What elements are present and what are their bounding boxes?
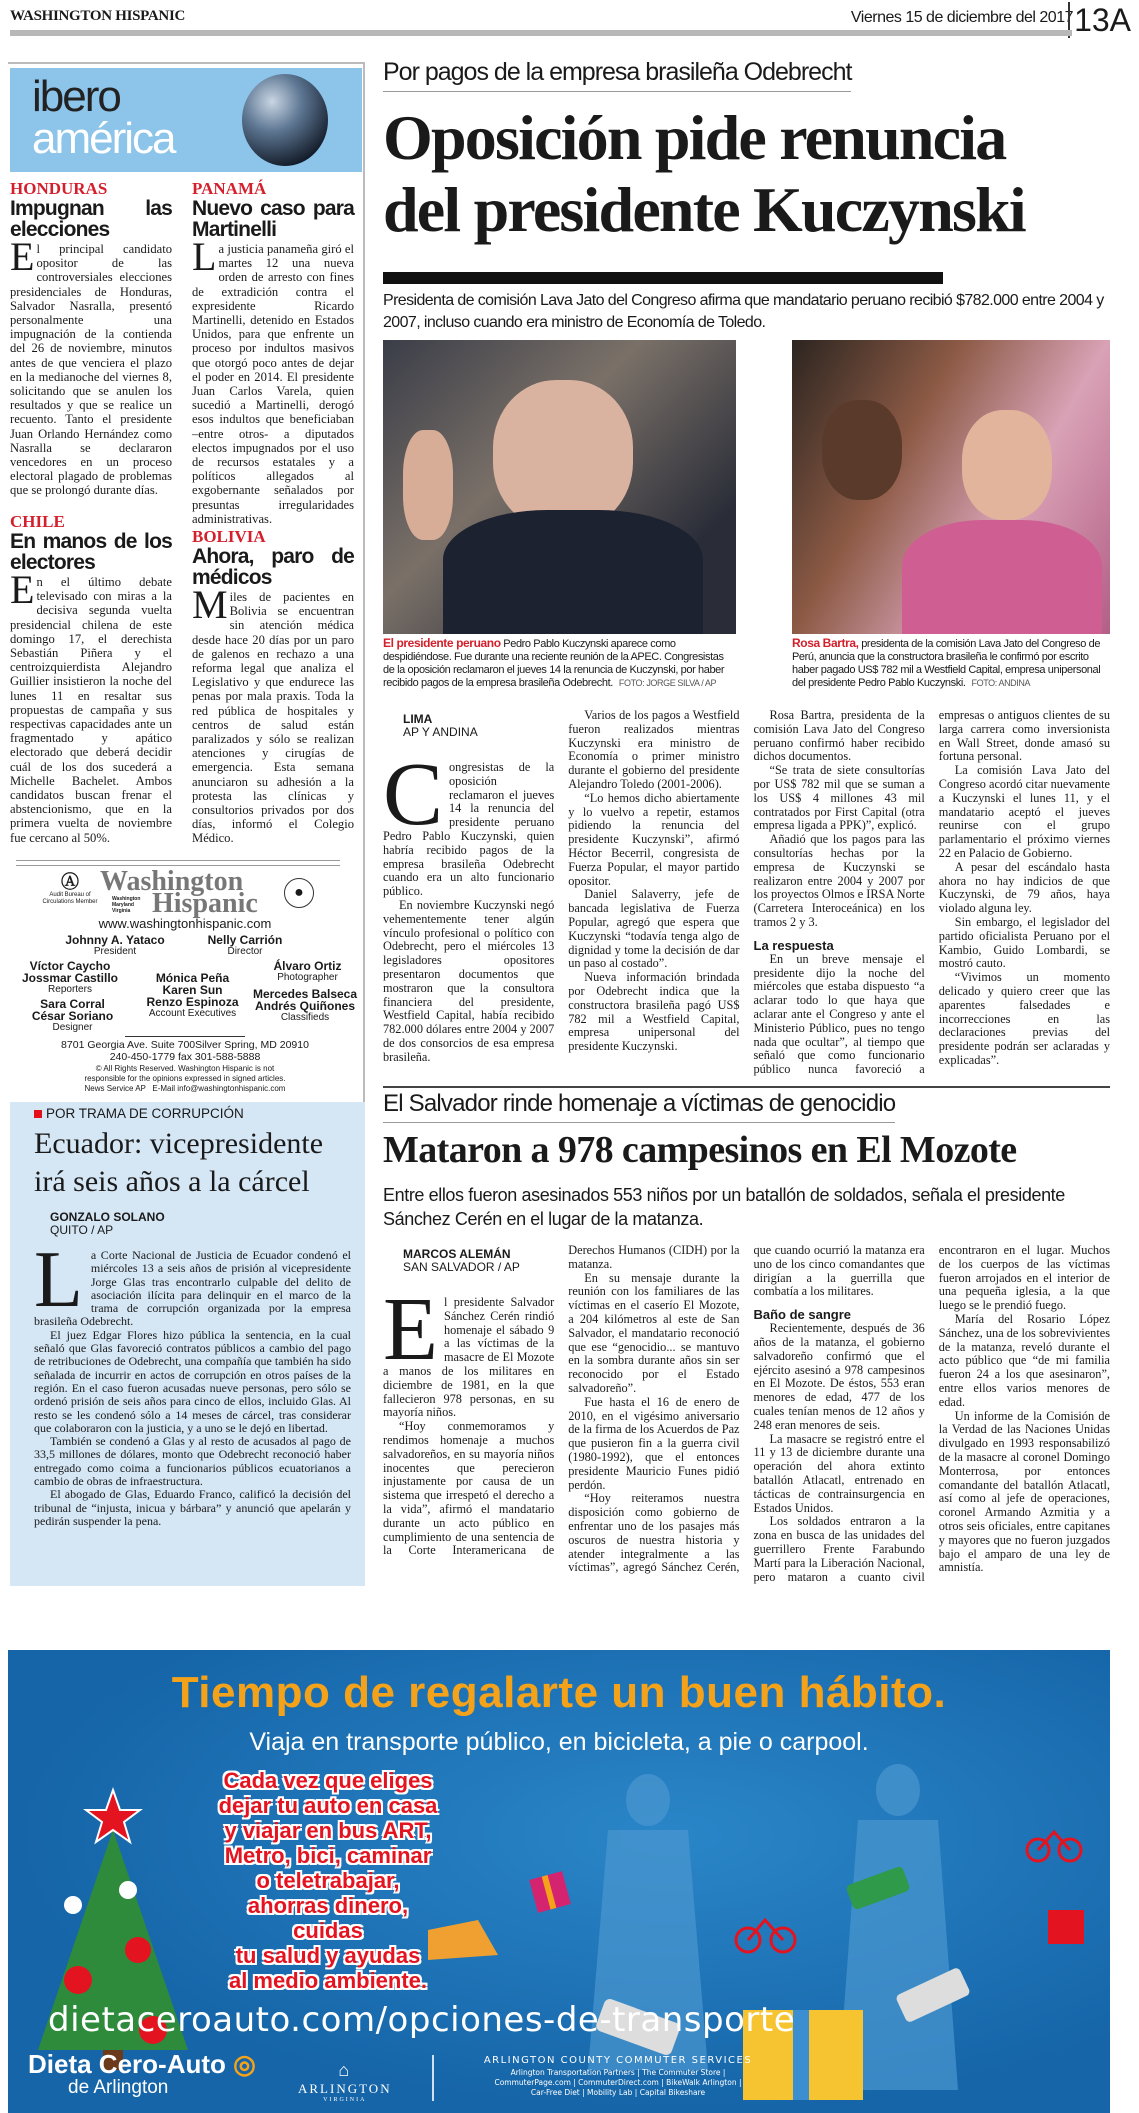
article-body: [34, 1236, 351, 1528]
headline-bar: [383, 272, 943, 284]
paragraph: En noviembre Kuczynski negó vehementemente tener algún vínculo profesional o político con Odebrecht, pero el miércoles 13 legisladores opositores presentaron documentos que mostraron que la consultora financiera del presidente, Westfield Capital, había recibido 782.000 dólares entre 2004 y 2007 de dos consorcios de esa empresa brasileña.: [383, 897, 555, 1064]
staff-role: Reporters: [48, 984, 92, 995]
paragraph: Recientemente, después de 36 años de la matanza, el gobierno salvadoreño confirmó que el ejército asesinó a 978 campesinos en El Mozote. De éstos, 553 eran menores de edad, 477 de los cuales tenían menos de 12 años y 248 eran menores de seis.: [753, 1321, 925, 1432]
brief-text: Miles de pacientes en Bolivia se encuentran sin atención médica desde hace 20 días por un paro de galenos en rechazo a una reforma legal que analiza el Legislativo y que endurece las penas por mala praxis. Toda la red pública de hospitales y centros de salud están paralizados y sólo se realizan atenciones y cirugías de emergencia. Esta semana anunciaron su adhesión a la protesta las clínicas y consultorios privados por dos días, informó el Colegio Médico.: [192, 582, 354, 846]
masthead-logo-washington: Washington: [100, 866, 244, 897]
staff-name: Mercedes Balseca: [252, 987, 358, 1001]
ad-url-link[interactable]: dietaceroauto.com/opciones-de-transporte: [48, 2000, 796, 2040]
staff-role: Account Executives: [148, 1008, 237, 1019]
paragraph: La masacre se registró entre el 11 y 13 de diciembre durante una operación del ahora extinto batallón Atlacatl, entrenado en tácticas de contrainsurgencia en Estados Unidos.: [753, 1431, 925, 1515]
services-line: Arlington Transportation Partners | The Commuter Store |: [510, 2068, 726, 2077]
brief-honduras: [10, 180, 172, 498]
article-kicker: Por pagos de la empresa brasileña Odebrecht: [383, 58, 851, 92]
arlington-sub: VIRGINIA: [323, 2097, 367, 2103]
paragraph: Congresistas de la oposición reclamaron el jueves 14 la renuncia del presidente peruano Pedro Pablo Kuczynski, quien habría recibido pagos de la empresa brasileña Odebrecht cuando era un alto funcionario público.: [383, 745, 555, 899]
staff-role: Director: [227, 946, 263, 957]
services-line: Car-Free Diet | Mobility Lab | Capital Bikeshare: [530, 2088, 706, 2097]
staff-role: Designer: [52, 1022, 93, 1033]
divider: [125, 1036, 245, 1037]
masthead-logo-hispanic: Hispanic: [152, 888, 258, 919]
paragraph: “Lo hemos dicho abiertamente y lo vuelvo a repetir, estamos pidiendo la renuncia del presidente Kuczynski”, afirmó Héctor Becerril, congresista de Fuerza Popular, el mayor partido opositor.: [568, 790, 740, 888]
article-body: [383, 709, 1110, 1077]
ad-illustrations: [8, 1650, 1110, 2113]
paragraph: “Se trata de siete consultorías por US$ 782 mil que se suman a los US$ 4 millones 43 mil contratados por First Capital (otra empresa ligada a PPK)”, explicó.: [753, 763, 925, 833]
ad-message-line: Metro, bici, caminar: [224, 1843, 432, 1868]
staff-list: [10, 934, 360, 1034]
article-headline: [383, 102, 1113, 246]
byline: [34, 1211, 351, 1237]
section-word1: ibero: [32, 72, 120, 121]
paragraph: Un informe de la Comisión de la Verdad de las Naciones Unidas divulgado en 1993 responsabilizó de la masacre al coronel Domingo Monterrosa, por entonces comandante del batallón Atlacatl, así como al jefe de operaciones, coronel Armando Azmitia y a otros seis oficiales, entre capitanes y mayores que no fueron juzgados bajo el amparo de una ley de amnistía.: [938, 1408, 1110, 1575]
ad-message-line: ahorras dinero,: [247, 1893, 409, 1918]
abc-icon: Ⓐ: [61, 872, 79, 892]
rings-icon: ◎: [233, 2049, 256, 2079]
staff-name: Nelly Carrión: [207, 933, 283, 947]
article-deck: Entre ellos fueron asesinados 553 niños por un batallón de soldados, señala el presidente Sánchez Cerén en el lugar de la matanza.: [383, 1185, 1065, 1229]
arlington-name: ARLINGTON: [298, 2081, 392, 2096]
staff-name: Jossmar Castillo: [21, 971, 119, 985]
abc-logo: [40, 872, 100, 906]
article-kicker: El Salvador rinde homenaje a víctimas de genocidio: [383, 1090, 895, 1123]
article-headline: Mataron a 978 campesinos en El Mozote: [383, 1129, 1017, 1171]
brief-text: En el último debate televisado con miras a la decisiva segunda vuelta presidencial chilena de este domingo 17, el derechista Sebastián Piñera y el centroizquierdista Alejandro Guillier insistieron la noche del lunes 11 en resaltar sus propuestas de campaña y sus respectivas capacidades ante un fragmentado y apático electorado que deberá decidir cuál de los dos sucederá a Michelle Bachelet. Ambos candidatos buscan frenar el abstencionismo, que en la primera vuelta de noviembre fue cercano al 50%.: [10, 567, 172, 845]
brief-category: CHILE: [10, 512, 65, 531]
staff-name: Mónica Peña: [155, 971, 230, 985]
paragraph: A pesar del escándalo hasta ahora no hay indicios de que Kuczynski, de 79 años, haya violado alguna ley.: [938, 859, 1110, 916]
red-square-icon: [34, 1110, 42, 1118]
staff-name: Johnny A. Yataco: [65, 933, 165, 947]
staff-role: Photographer: [277, 972, 338, 983]
publication-name: WASHINGTON HISPANIC: [10, 8, 186, 24]
caption-text: Pedro Pablo Kuczynski aparece como despidiéndose. Fue durante una reciente reunión de la APEC. Congresistas de la oposición reclamaron el jueves 14 la renuncia de Kuczynski, por haber recibido pagos de la empresa brasileña Odebrecht.: [383, 638, 725, 689]
arlington-building-icon: ⌂: [338, 2060, 352, 2080]
byline-location: AP Y ANDINA: [403, 725, 478, 739]
ad-subtitle: Viaja en transporte público, en bicicleta, a pie o carpool.: [249, 1728, 869, 1756]
paragraph: “Vivimos un momento delicado y quiero creer que las aparentes falsedades e incorrecciones en las declaraciones previas del presidente podrán ser aclaradas y explicadas”.: [938, 970, 1110, 1067]
services-title: ARLINGTON COUNTY COMMUTER SERVICES: [483, 2055, 753, 2066]
staff-name: César Soriano: [31, 1009, 114, 1023]
staff-role: Classifieds: [280, 1012, 330, 1023]
website: www.washingtonhispanic.com: [98, 916, 272, 931]
caption-text: presidenta de la comisión Lava Jato del Congreso de Perú, anuncia que la constructora brasileña le confirmó por escrito haber pagado US$ 782 mil a Westfield Capital, empresa unipersonal del presidente Pedro Pablo Kuczynski.: [792, 638, 1101, 689]
paragraph: Daniel Salaverry, jefe de bancada legislativa de Fuerza Popular, agregó que espera que Kuczynski “todavía tenga algo de dignidad y tome la decisión de dar un paso al costado”.: [568, 887, 740, 971]
staff-name: Karen Sun: [162, 983, 223, 997]
brief-panama: [192, 180, 354, 526]
kicker-text: POR TRAMA DE CORRUPCIÓN: [46, 1106, 244, 1121]
subhead: La respuesta: [753, 937, 834, 953]
services-line: CommuterPage.com | CommuterDirect.com | BikeWalk Arlington |: [494, 2078, 742, 2087]
paragraph: “Hoy reiteramos nuestra disposición como gobierno de enfrentar uno de los pasajes más oscuros de nuestra historia y atender integralmente a las víctimas”, agregó Sánchez Cerén, que cuando ocurrió la matanza era uno de los cinco comandantes que dirigían a la guerrilla que combatía a los militares.: [568, 1243, 925, 1575]
brief-text: La justicia panameña giró el martes 12 una nueva orden de arresto con fines de extradición contra el expresidente Ricardo Martinelli, detenido en Estados Unidos, para que enfrente un proceso por indultos masivos que otorgó poco antes de dejar el poder en 2014. El presidente Juan Carlos Varela, quien sucedió a Martinelli, derogó esos indultos que beneficiaban –entre otros- a diputados electos impugnados por el uso de recursos estatales y a políticos allegados al exgobernante señalados por presuntas irregularidades administrativas.: [192, 234, 354, 526]
paragraph: Rosa Bartra, presidenta de la comisión Lava Jato del Congreso peruano confirmó haber recibido dichos documentos.: [753, 708, 925, 764]
paragraph: Nueva información brindada por Odebrecht indica que la constructora brasileña pagó US$ 782 mil a Westfield Capital, empresa unipersonal del presidente Kuczynski.: [568, 970, 740, 1054]
arlington-logo: [298, 2060, 392, 2103]
header-rule: [10, 30, 1072, 36]
paragraph: El abogado de Glas, Eduardo Franco, calificó la decisión del tribunal de “injusta, inicua y bárbara” y anunció que apelarán y pedirán suspender la pena.: [34, 1487, 351, 1528]
caption-lead: El presidente peruano: [383, 636, 501, 650]
photo-credit: FOTO: ANDINA: [971, 678, 1031, 688]
brief-text: El principal candidato opositor de las controversiales elecciones presidenciales de Honduras, Salvador Nasralla, presentó personalmente una impugnación de la contienda del 26 de noviembre, minutos antes de que venciera el plazo en la medianoche del viernes 8, solicitando que se anulen los resultados y que se realice un recuento. Tanto el presidente Juan Orlando Hernández como Nasralla se declararon vencedores en un proceso electoral plagado de problemas que se prolongó durante días.: [10, 234, 172, 498]
byline: [403, 713, 554, 739]
seal-icon: ●: [284, 878, 314, 908]
paragraph: Sin embargo, el legislador del partido oficialista Peruano por el Kambio, Guido Lombardi, se mostró cauto.: [938, 914, 1110, 971]
abc-text: Audit Bureau of Circulations Member: [42, 892, 98, 905]
gift-icon: [529, 1871, 571, 1913]
photo-caption: [383, 637, 736, 690]
brief-bolivia: [192, 528, 354, 846]
photo-caption: [792, 637, 1110, 690]
staff-name: Álvaro Ortiz: [273, 959, 342, 973]
byline-author: GONZALO SOLANO: [50, 1210, 165, 1224]
byline-location: SAN SALVADOR / AP: [403, 1260, 520, 1274]
ad-message-line: al medio ambiente.: [228, 1968, 428, 1993]
page-number: 13A: [1068, 2, 1131, 38]
brief-title: En manos de los electores: [10, 530, 172, 574]
logo-sub: de Arlington: [68, 2077, 169, 2098]
ad-message-line: dejar tu auto en casa: [218, 1793, 438, 1818]
section-word2: américa: [32, 114, 175, 163]
rights-notice: © All Rights Reserved. Washington Hispanic is not: [95, 1064, 275, 1073]
staff-name: Sara Corral: [40, 997, 105, 1011]
ad-title: Tiempo de regalarte un buen hábito.: [171, 1668, 947, 1717]
globe-icon: [242, 74, 328, 166]
byline-author: MARCOS ALEMÁN: [403, 1247, 511, 1261]
paragraph: La Corte Nacional de Justicia de Ecuador condenó el miércoles 13 a seis años de prisión al vicepresidente Jorge Glas tras encontrarlo culpable del delito de asociación ilícita para delinquir en el marco de la trama de corrupción organizada por la empresa brasileña Odebrecht.: [34, 1236, 351, 1329]
caption-lead: Rosa Bartra,: [792, 636, 859, 650]
brief-category: PANAMÁ: [192, 179, 267, 198]
byline-author: LIMA: [403, 712, 433, 726]
advertisement[interactable]: [8, 1650, 1110, 2113]
phone: 240-450-1779 fax 301-588-5888: [109, 1051, 261, 1063]
staff-name: Renzo Espinoza: [146, 995, 239, 1009]
paragraph: “Hoy conmemoramos y rendimos homenaje a muchos salvadoreños, en su mayoría niños inocentes que perecieron injustamente por causa de un sistema que irrespetó el derecho a la vida”, afirmó el mandatario durante un acto público en cumplimiento de una sentencia de la Corte Interamericana de Derechos Humanos (CIDH) por la matanza.: [383, 1243, 740, 1558]
staff-role: President: [93, 946, 137, 957]
brief-title: Ahora, paro de médicos: [192, 545, 354, 589]
brief-chile: [10, 513, 172, 845]
dieta-cero-auto-logo: [28, 2049, 256, 2100]
rights-notice: responsible for the opinions expressed in signed articles.: [84, 1074, 286, 1083]
byline-location: QUITO / AP: [50, 1223, 114, 1237]
paragraph: El juez Edgar Flores hizo pública la sentencia, en la cual señaló que Glas favoreció contratos públicos a cambio del pago de retribuciones de Odebrecht, una compañía que también ha sido señalada de incurrir en actos de corrupción en otros países de la región. En el caso fueron acusadas nueve personas, pero sólo se ordenó prisión de seis años para cinco de ellos, incluido Glas. Al resto se les condenó sólo a 14 meses de cárcel, tras considerar que colaboraron con la justicia, y a uno se le dejó en libertad.: [34, 1327, 351, 1435]
issue-date: Viernes 15 de diciembre del 2017: [850, 9, 1073, 26]
ad-message-line: o teletrabajar,: [256, 1868, 400, 1893]
byline: [403, 1248, 554, 1274]
section-banner: [10, 68, 362, 172]
contact-email: News Service AP E-Mail info@washingtonhispanic.com: [84, 1084, 286, 1093]
paragraph: En su mensaje durante la reunión con los familiares de las víctimas en el caserío El Mozote, a 204 kilómetros al este de San Salvador, el mandatario reconoció que ese “genocidio... se mantuvo en la sombra durante años sin ser reconocido por el Estado salvadoreño”.: [568, 1270, 740, 1395]
brief-category: BOLIVIA: [192, 527, 266, 546]
photo-kuczynski: [383, 340, 736, 634]
paragraph: También se condenó a Glas y al resto de acusados al pago de 33,5 millones de dólares, monto que Odebrecht reconoció haber entregado como coima a funcionarios públicos ecuatorianos a cambio de obras de infraestructura.: [34, 1434, 351, 1489]
brief-title: Nuevo caso para Martinelli: [192, 197, 354, 241]
paragraph: Varios de los pagos a Westfield fueron realizados mientras Kuczynski era ministro de Economía o primer ministro durante el gobierno del presidente Alejandro Toledo (2001-2006).: [568, 708, 740, 791]
brief-title: Impugnan las elecciones: [10, 197, 172, 241]
ad-message-line: y viajar en bus ART,: [224, 1818, 432, 1843]
subhead: Baño de sangre: [753, 1307, 852, 1323]
commuter-services: [448, 2055, 788, 2098]
photo-rosa-bartra: [792, 340, 1110, 634]
article-kicker: [34, 1106, 351, 1121]
paragraph: El presidente Salvador Sánchez Cerén rindió homenaje el sábado 9 a las víctimas de la masacre de El Mozote a manos de los militares en diciembre de 1981, en la que fallecieron 978 personas, en su mayoría niños.: [383, 1280, 555, 1420]
ad-message-line: Cada vez que eliges: [223, 1768, 433, 1793]
paragraph: En un breve mensaje el presidente dijo la noche del miércoles que estaba dispuesto “a aclarar todo lo que haya que aclarar ante el Congreso y ante el Ministerio Público, pues no tengo nada que ocultar”, al tiempo que señaló que como funcionario público nunca favoreció a empresas o antiguos clientes de su larga carrera como inversionista en Wall Street, donde amasó su fortuna personal.: [753, 708, 1110, 1077]
photo-credit: FOTO: JORGE SILVA / AP: [618, 678, 717, 688]
masthead: [10, 866, 360, 1098]
region-text: Washington Maryland Virginia: [112, 896, 141, 914]
paragraph: Fue hasta el 16 de enero de 2010, en el vigésimo aniversario de la firma de los Acuerdos de Paz que pusieron fin a la guerra civil (1980-1992), que el entonces presidente Mauricio Funes pidió perdón.: [568, 1394, 740, 1492]
paragraph: La comisión Lava Jato del Congreso acordó citar nuevamente a Kuczynski el lunes 11, y el mandatario aceptó el jueves reunirse con el grupo parlamentario el próximo viernes 22 en Palacio de Gobierno.: [938, 763, 1110, 860]
ad-message: [178, 1768, 478, 1993]
headline-line: del presidente Kuczynski: [383, 174, 1025, 245]
article-body: [383, 1244, 1110, 1584]
logo-main: Dieta Cero-Auto: [28, 2049, 226, 2079]
divider: [432, 2055, 434, 2101]
ad-message-line: tu salud y ayudas: [235, 1943, 421, 1968]
ecuador-article: [10, 1102, 365, 1586]
article-deck: Presidenta de comisión Lava Jato del Congreso afirma que mandatario peruano recibió $782.000 entre 2004 y 2007, incluso cuando era ministro de Economía de Toledo.: [383, 292, 1104, 331]
paragraph: María del Rosario López Sánchez, una de los sobrevivientes de la matanza, reveló durante el acto público que “de mi familia fueron 24 a los que asesinaron”, entre ellos varios menores de edad.: [938, 1311, 1110, 1409]
divider: [383, 1086, 1110, 1088]
ad-message-line: cuidas: [293, 1918, 363, 1943]
article-headline: Ecuador: vicepresidente irá seis años a la cárcel: [34, 1127, 324, 1198]
address: 8701 Georgia Ave. Suite 700Silver Spring, MD 20910: [61, 1039, 309, 1051]
staff-name: Víctor Caycho: [29, 959, 111, 973]
paragraph: Los soldados entraron a la zona en busca de las unidades del guerrillero Frente Farabundo Martí para la Liberación Nacional, pero mataron a cuanto civil encontraron en el lugar. Muchos de los cuerpos de las víctimas fueron arrojados en el interior de una pequeña iglesia, a la que luego se le prendió fuego.: [753, 1243, 1110, 1584]
paragraph: Añadió que los pagos para las consultorías hechas por la empresa de Kuczynski se realizaron entre 2004 y 2007 por los proyectos Olmos e IRSA Norte (Carretera Interoceánica) en los tramos 2 y 3.: [753, 832, 925, 929]
staff-name: Andrés Quiñones: [254, 999, 355, 1013]
brief-category: HONDURAS: [10, 179, 108, 198]
headline-line: Oposición pide renuncia: [383, 102, 1006, 173]
